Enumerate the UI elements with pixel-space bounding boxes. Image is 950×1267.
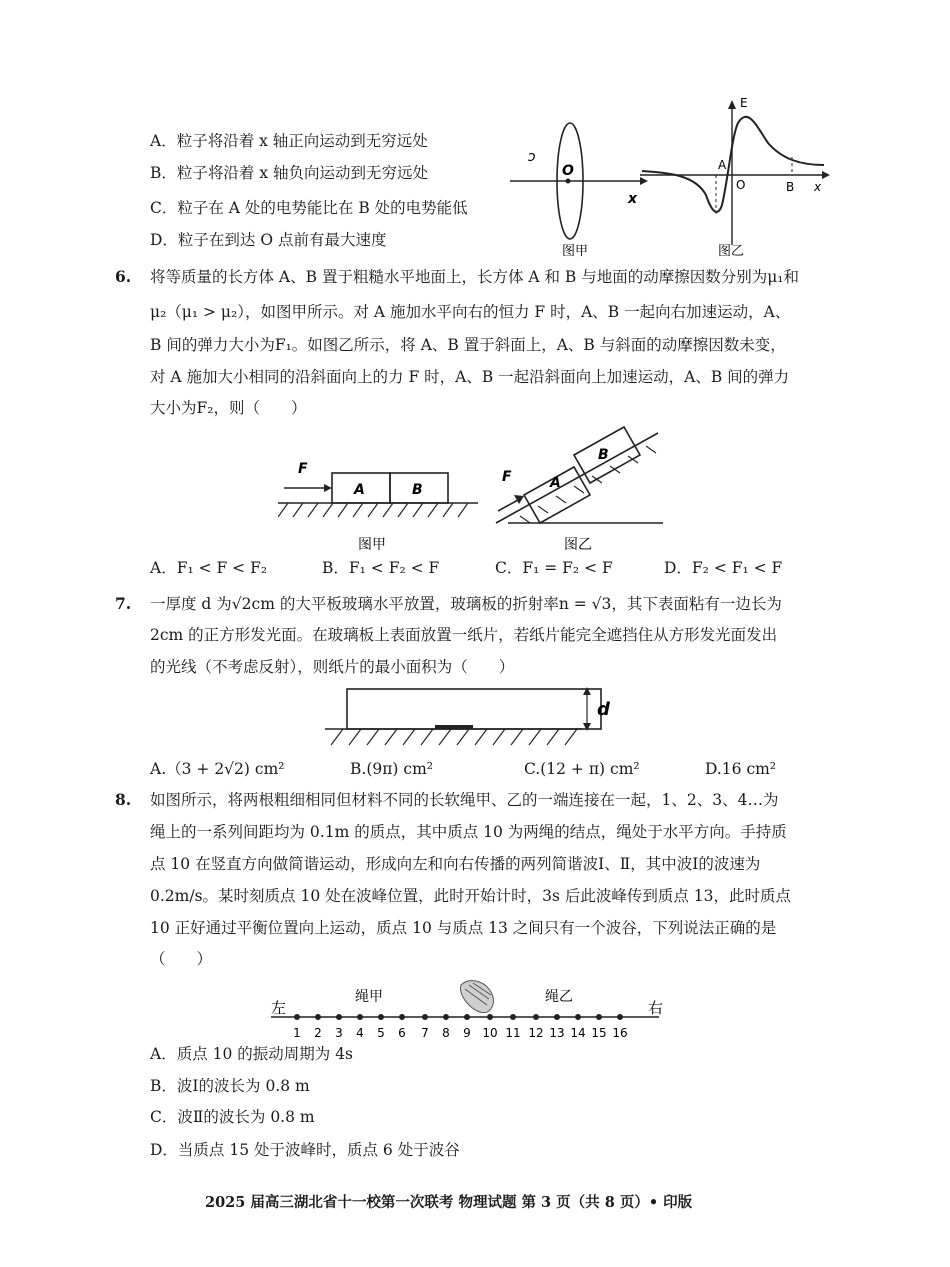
q7-figure [325,683,625,758]
q6-option-b: B．F₁ < F₂ < F [322,559,440,577]
q5-yi-x-label: x [814,180,822,194]
q8-point-label: 3 [335,1026,343,1040]
q8-number: 8. [115,790,132,809]
q6-yi-block-b: B [598,447,609,463]
q8-point-label: 10 [482,1026,498,1040]
q6-figures [278,415,668,560]
q7-option-a: A.（3 + 2√2) cm² [150,760,285,778]
q7-line-3: 的光线（不考虑反射），则纸片的最小面积为（ ） [150,658,515,676]
q8-option-d: D．当质点 15 处于波峰时，质点 6 处于波谷 [150,1141,460,1159]
q6-option-c: C．F₁ = F₂ < F [495,559,613,577]
q8-rope-jia: 绳甲 [355,989,383,1005]
q6-number: 6. [115,267,132,286]
q7-number: 7. [115,594,132,613]
q6-yi-f-label: F [502,469,512,485]
q5-yi-a-label: A [718,158,727,172]
q8-point-label: 16 [612,1026,628,1040]
q5-jia-o-label: O [562,163,574,179]
hand-icon [460,981,493,1013]
q7-light-source [435,725,473,729]
q5-fig-jia [510,123,648,259]
q8-point-label: 6 [398,1026,406,1040]
q8-point-label: 15 [591,1026,607,1040]
q5-yi-b-label: B [786,180,795,194]
q6-line-3: B 间的弹力大小为F₁。如图乙所示，将 A、B 置于斜面上，A、B 与斜面的动摩擦因数未变， [150,336,786,354]
q7-option-b: B.(9π) cm² [350,760,433,778]
q6-line-5: 大小为F₂，则（ ） [150,399,307,417]
q8-point-label: 9 [463,1026,471,1040]
q6-line-4: 对 A 施加大小相同的沿斜面向上的力 F 时，A、B 一起沿斜面向上加速运动，A、B 间的弹力 [150,368,790,386]
q5-jia-caption: 图甲 [562,244,589,259]
q6-fig-yi [496,427,663,553]
q5-option-a: A．粒子将沿着 x 轴正向运动到无穷远处 [150,132,428,150]
q8-option-a: A．质点 10 的振动周期为 4s [150,1045,354,1063]
q5-yi-o-label: O [736,178,746,192]
q6-yi-block-a: A [550,475,561,491]
q8-point-label: 14 [570,1026,586,1040]
q6-jia-caption: 图甲 [358,537,386,553]
q5-yi-e-label: E [740,96,748,110]
q5-jia-x-label: x [628,191,638,207]
page-footer: 2025 届高三湖北省十一校第一次联考 物理试题 第 3 页（共 8 页）• 印版 [205,1194,693,1211]
q8-point-label: 13 [549,1026,565,1040]
q8-point-label: 5 [377,1026,385,1040]
q8-point-label: 4 [356,1026,364,1040]
q5-option-c: C．粒子在 A 处的电势能比在 B 处的电势能低 [150,199,468,217]
q8-line-6: （ ） [150,950,213,968]
q6-option-a: A．F₁ < F < F₂ [150,559,268,577]
q5-jia-mark: ɔ [528,149,536,165]
q8-option-c: C．波Ⅱ的波长为 0.8 m [150,1108,315,1126]
q6-jia-block-b: B [412,482,423,498]
q6-line-1: 将等质量的长方体 A、B 置于粗糙水平地面上，长方体 A 和 B 与地面的动摩擦因数分别为μ₁和 [150,268,800,286]
q8-line-5: 10 正好通过平衡位置向上运动，质点 10 与质点 13 之间只有一个波谷，下列说法正确的是 [150,919,777,937]
q8-line-1: 如图所示，将两根粗细相同但材料不同的长软绳甲、乙的一端连接在一起，1、2、3、4…为 [150,791,779,809]
q8-line-2: 绳上的一系列间距均为 0.1m 的质点，其中质点 10 为两绳的结点，绳处于水平方向。手持质 [150,823,787,841]
q7-option-c: C.(12 + π) cm² [524,760,640,778]
q5-figures [500,95,835,265]
q8-left-label: 左 [271,999,287,1017]
q7-line-1: 一厚度 d 为√2cm 的大平板玻璃水平放置，玻璃板的折射率n = √3，其下表面粘有一边长为 [150,595,782,613]
q8-point-label: 1 [293,1026,301,1040]
q5-yi-caption: 图乙 [718,244,745,259]
q6-jia-block-a: A [354,482,365,498]
q6-option-d: D．F₂ < F₁ < F [664,559,783,577]
q7-option-d: D.16 cm² [705,760,777,778]
q5-option-b: B．粒子将沿着 x 轴负向运动到无穷远处 [150,164,428,182]
q6-line-2: μ₂（μ₁ > μ₂），如图甲所示。对 A 施加水平向右的恒力 F 时，A、B 一起向右加速运动，A、 [150,303,791,321]
q8-point-label: 11 [505,1026,521,1040]
q6-yi-caption: 图乙 [564,537,592,553]
q8-point-label: 2 [314,1026,322,1040]
q8-line-4: 0.2m/s。某时刻质点 10 处在波峰位置，此时开始计时，3s 后此波峰传到质点 13，此时质点 [150,887,791,905]
q8-rope-yi: 绳乙 [545,989,573,1005]
q8-point-label: 7 [421,1026,429,1040]
q5-option-d: D．粒子在到达 O 点前有最大速度 [150,231,387,249]
q8-line-3: 点 10 在竖直方向做简谐运动，形成向左和向右传播的两列简谐波Ⅰ、Ⅱ，其中波Ⅰ的波速为 [150,855,761,873]
q8-figure [265,975,685,1045]
q8-point-label: 8 [442,1026,450,1040]
q5-fig-yi [640,96,830,259]
q7-line-2: 2cm 的正方形发光面。在玻璃板上表面放置一纸片，若纸片能完全遮挡住从方形发光面发出 [150,626,778,644]
q6-fig-jia [278,461,478,553]
q8-option-b: B．波Ⅰ的波长为 0.8 m [150,1077,310,1095]
q6-jia-f-label: F [298,461,308,477]
q7-d-label: d [597,699,610,720]
q8-point-label: 12 [528,1026,544,1040]
q8-right-label: 右 [648,999,664,1017]
